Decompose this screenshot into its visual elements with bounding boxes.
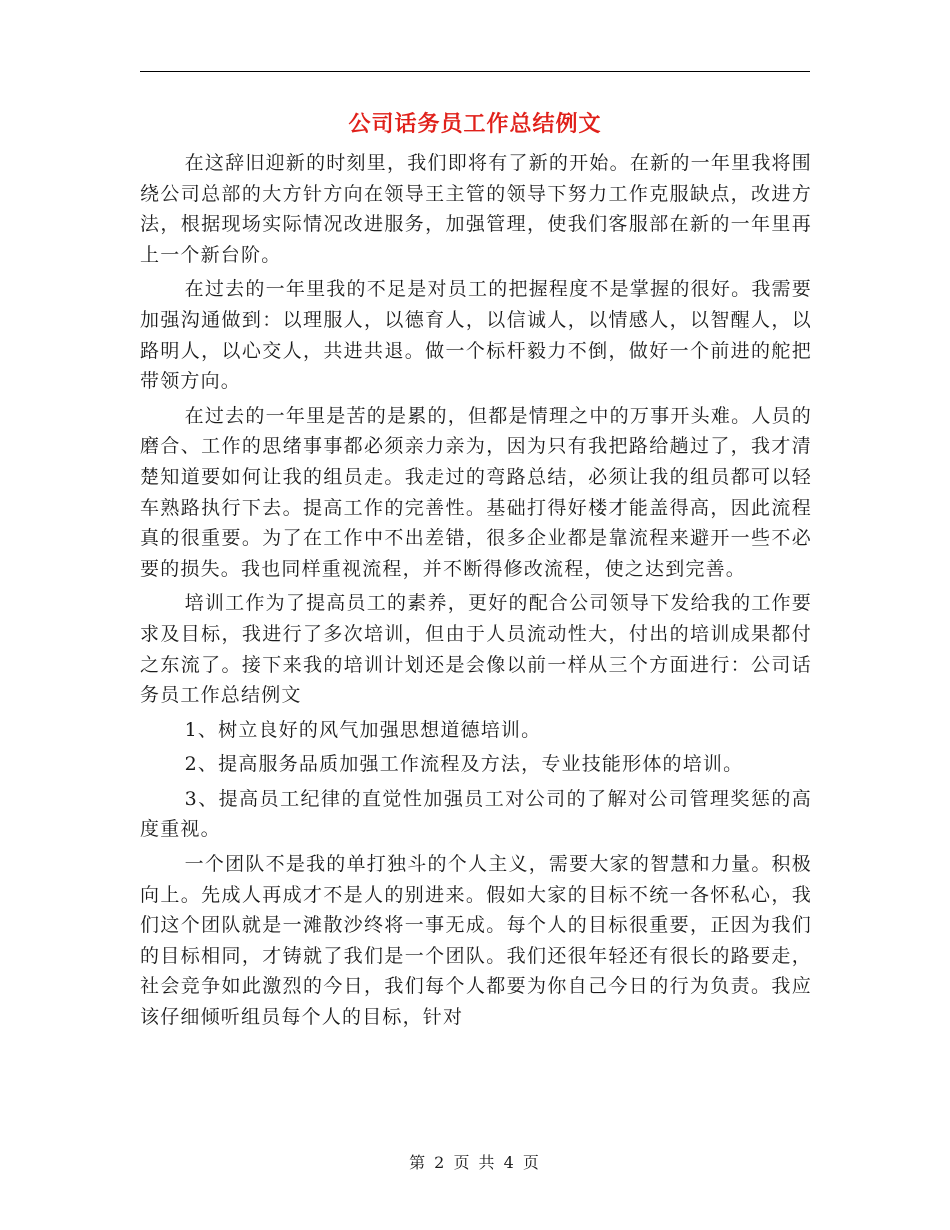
page-number-footer: 第 2 页 共 4 页: [409, 1153, 541, 1172]
list-item: 2、提高服务品质加强工作流程及方法，专业技能形体的培训。: [184, 753, 744, 776]
header-rule: [140, 71, 810, 72]
paragraph: 一个团队不是我的单打独斗的个人主义，需要大家的智慧和力量。积极向上。先成人再成才不是人的别进来。假如大家的目标不统一各怀私心，我们这个团队就是一滩散沙终将一事无成。每个人的目标很重要，正因为我们的目标相同，才铸就了我们是一个团队。我们还很年轻还有很长的路要走，社会竞争如此激烈的今日，我们每个人都要为你自己今日的行为负责。我应该仔细倾听组员每个人的目标，针对: [140, 853, 812, 1029]
paragraph: 在过去的一年里我的不足是对员工的把握程度不是掌握的很好。我需要加强沟通做到：以理服人，以德育人，以信诚人，以情感人，以智醒人，以路明人，以心交人，共进共退。做一个标杆毅力不倒，做好一个前进的舵把带领方向。: [140, 278, 812, 393]
document-body: [140, 148, 812, 1037]
list-item: 3、提高员工纪律的直觉性加强员工对公司的了解对公司管理奖惩的高度重视。: [140, 787, 812, 841]
list-item: 1、树立良好的风气加强思想道德培训。: [184, 718, 542, 741]
paragraph: 在过去的一年里是苦的是累的，但都是情理之中的万事开头难。人员的磨合、工作的思绪事事都必须亲力亲为，因为只有我把路给趟过了，我才清楚知道要如何让我的组员走。我走过的弯路总结，必须让我的组员都可以轻车熟路执行下去。提高工作的完善性。基础打得好楼才能盖得高，因此流程真的很重要。为了在工作中不出差错，很多企业都是靠流程来避开一些不必要的损失。我也同样重视流程，并不断得修改流程，使之达到完善。: [140, 404, 812, 580]
paragraph: 在这辞旧迎新的时刻里，我们即将有了新的开始。在新的一年里我将围绕公司总部的大方针方向在领导王主管的领导下努力工作克服缺点，改进方法，根据现场实际情况改进服务，加强管理，使我们客服部在新的一年里再上一个新台阶。: [140, 152, 812, 266]
document-title: 公司话务员工作总结例文: [348, 111, 602, 137]
paragraph: 培训工作为了提高员工的素养，更好的配合公司领导下发给我的工作要求及目标，我进行了多次培训，但由于人员流动性大，付出的培训成果都付之东流了。接下来我的培训计划还是会像以前一样从三个方面进行：公司话务员工作总结例文: [140, 592, 812, 707]
